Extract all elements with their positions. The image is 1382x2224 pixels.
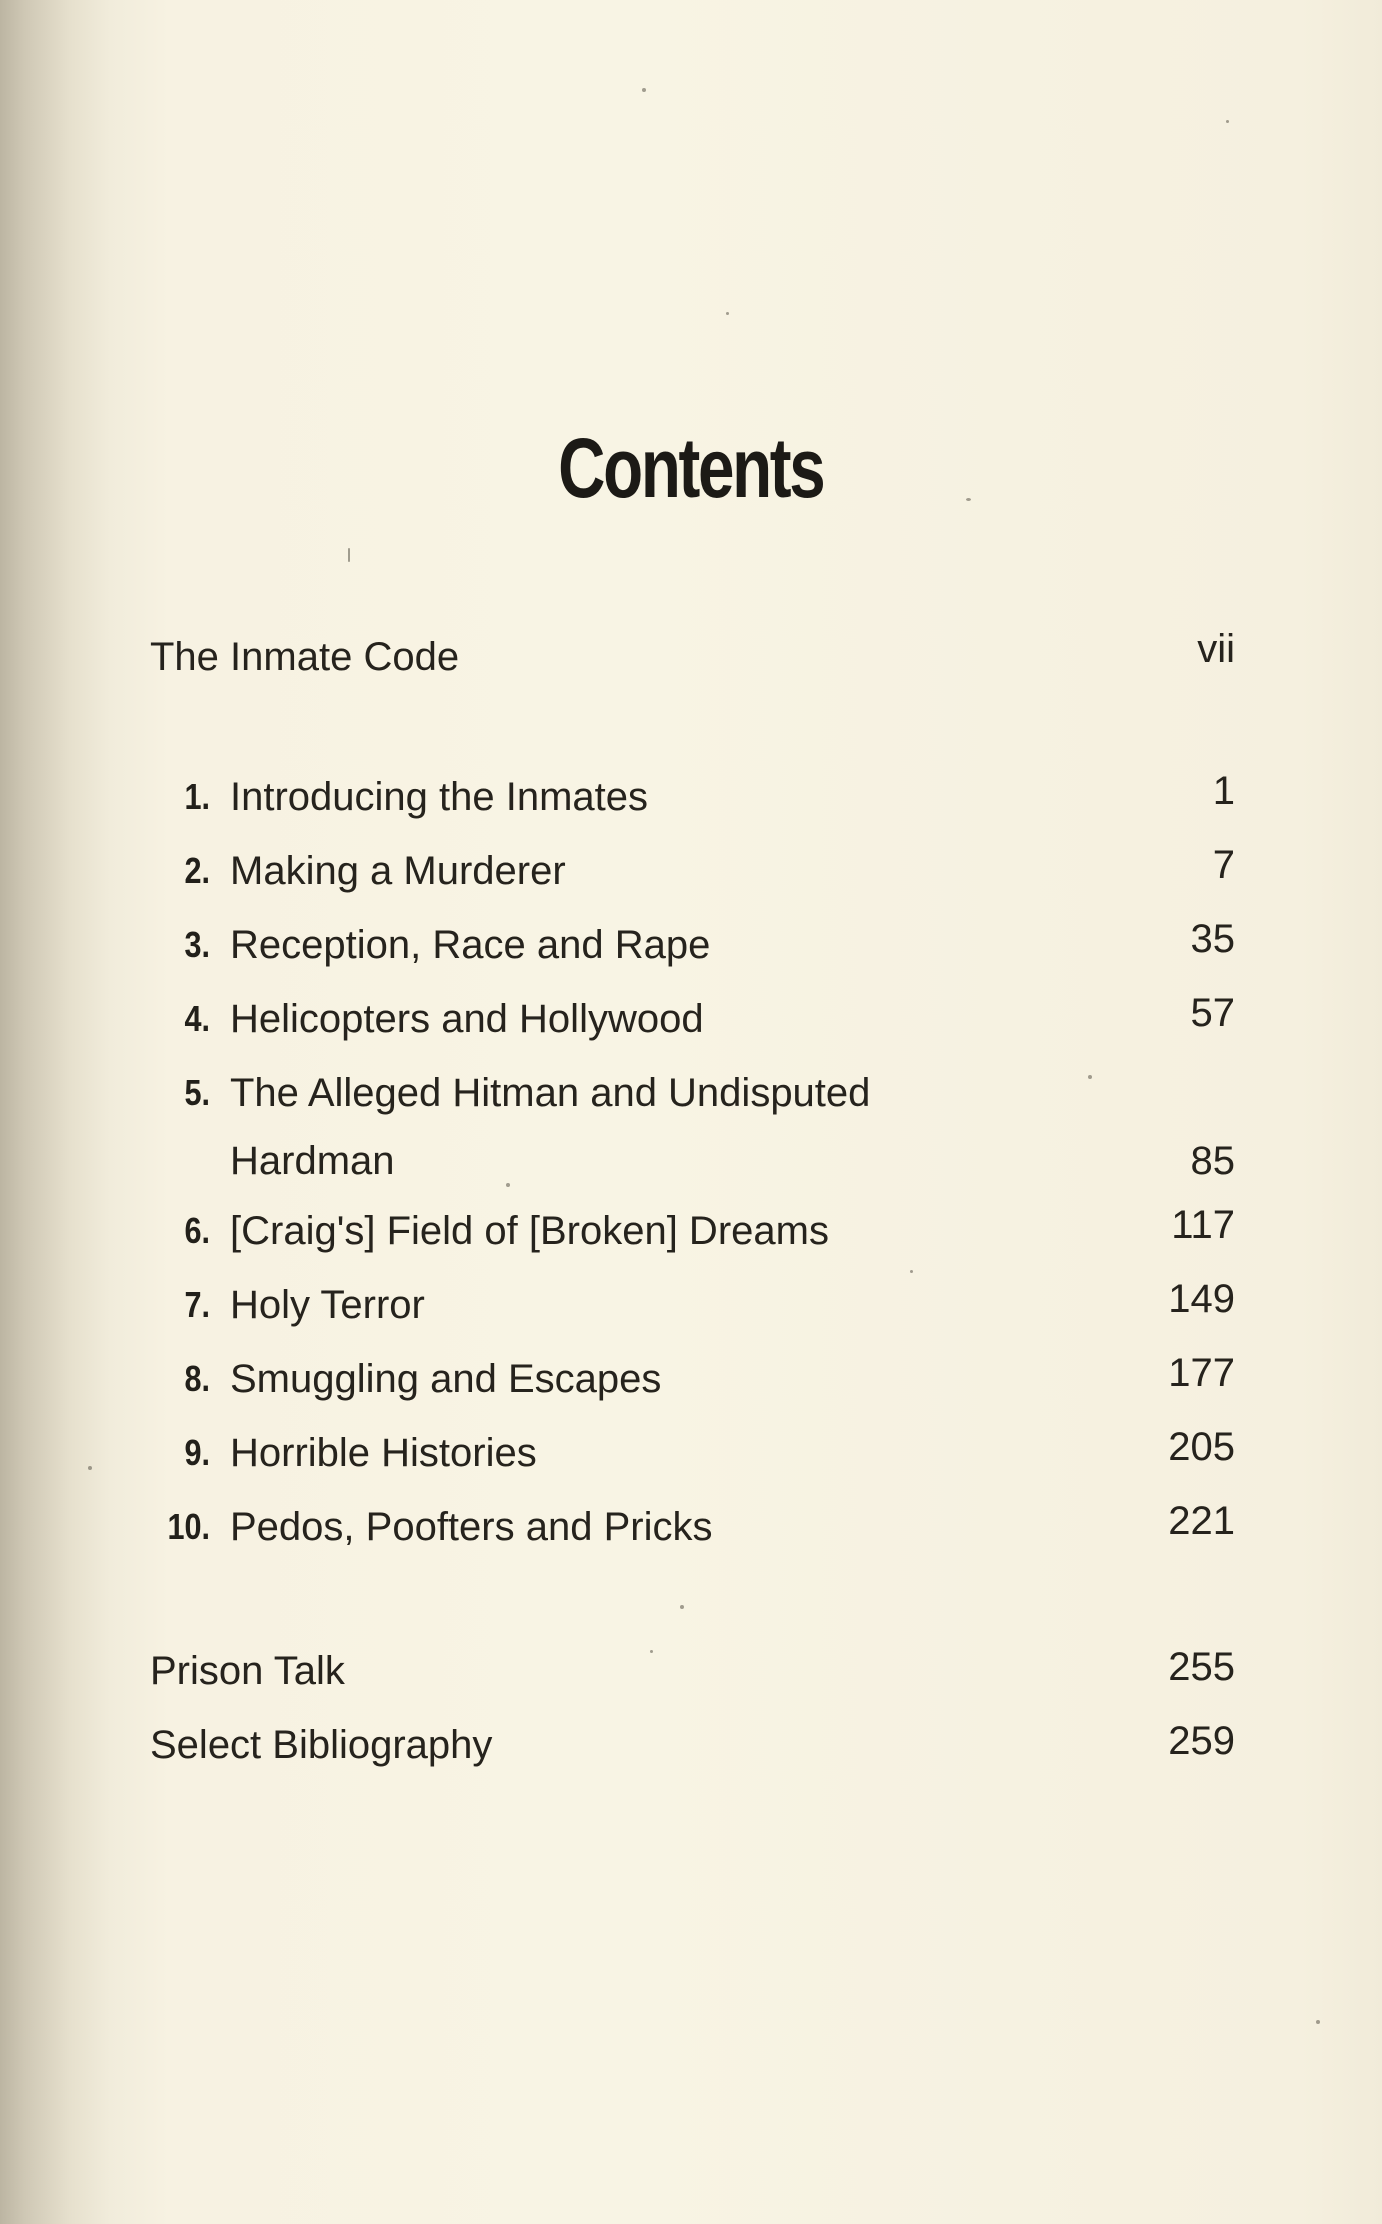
paper-speck [726, 312, 729, 315]
paper-speck [1316, 2020, 1320, 2024]
chapter-title: Horrible Histories [230, 1431, 537, 1475]
paper-speck [88, 1466, 92, 1470]
chapter-title: The Alleged Hitman and Undisputed [230, 1071, 871, 1115]
chapter-title: [Craig's] Field of [Broken] Dreams [230, 1209, 829, 1253]
entry-page-number: 177 [1168, 1351, 1235, 1395]
chapter-title: Holy Terror [230, 1283, 425, 1327]
paper-speck [680, 1605, 684, 1609]
chapter-title: Reception, Race and Rape [230, 923, 711, 967]
chapter-number: 9. [184, 1432, 210, 1473]
paper-speck [910, 1270, 913, 1273]
paper-speck [650, 1650, 653, 1653]
entry-page-number: 259 [1168, 1719, 1235, 1763]
entry-label: The Inmate Code [150, 635, 460, 679]
entry-page-number: 149 [1168, 1277, 1235, 1321]
chapter-number: 1. [184, 776, 210, 817]
entry-page-number: 221 [1168, 1499, 1235, 1543]
chapter-number: 7. [184, 1284, 210, 1325]
chapter-title: Introducing the Inmates [230, 775, 649, 819]
paper-speck [642, 88, 646, 92]
chapter-number: 4. [184, 998, 210, 1039]
chapter-title: Pedos, Poofters and Pricks [230, 1505, 713, 1549]
chapter-number: 3. [184, 924, 210, 965]
paper-speck [1088, 1075, 1092, 1079]
entry-page-number: 57 [1190, 991, 1235, 1035]
entry-page-number: 35 [1190, 917, 1235, 961]
entry-page-number: 1 [1212, 769, 1235, 813]
entry-page-number: 7 [1212, 843, 1235, 887]
entry-page-number: 85 [1190, 1139, 1235, 1183]
chapter-title-continued: Hardman [230, 1139, 395, 1183]
entry-page-number: 205 [1168, 1425, 1235, 1469]
paper-speck [1226, 120, 1229, 123]
paper-speck [506, 1183, 510, 1187]
chapter-number: 5. [184, 1072, 210, 1113]
paper-speck [348, 548, 350, 562]
chapter-number: 2. [184, 850, 210, 891]
entry-label: Select Bibliography [150, 1723, 493, 1767]
chapter-title: Smuggling and Escapes [230, 1357, 662, 1401]
entry-page-number: 255 [1168, 1645, 1235, 1689]
chapter-title: Making a Murderer [230, 849, 566, 893]
page-title: Contents [558, 421, 824, 515]
chapter-number: 8. [184, 1358, 210, 1399]
entry-label: Prison Talk [150, 1649, 345, 1693]
entry-page-number: 117 [1171, 1203, 1235, 1247]
chapter-number: 6. [184, 1210, 210, 1251]
entry-page-number: vii [1197, 627, 1235, 671]
chapter-title: Helicopters and Hollywood [230, 997, 704, 1041]
chapter-number: 10. [167, 1506, 210, 1547]
